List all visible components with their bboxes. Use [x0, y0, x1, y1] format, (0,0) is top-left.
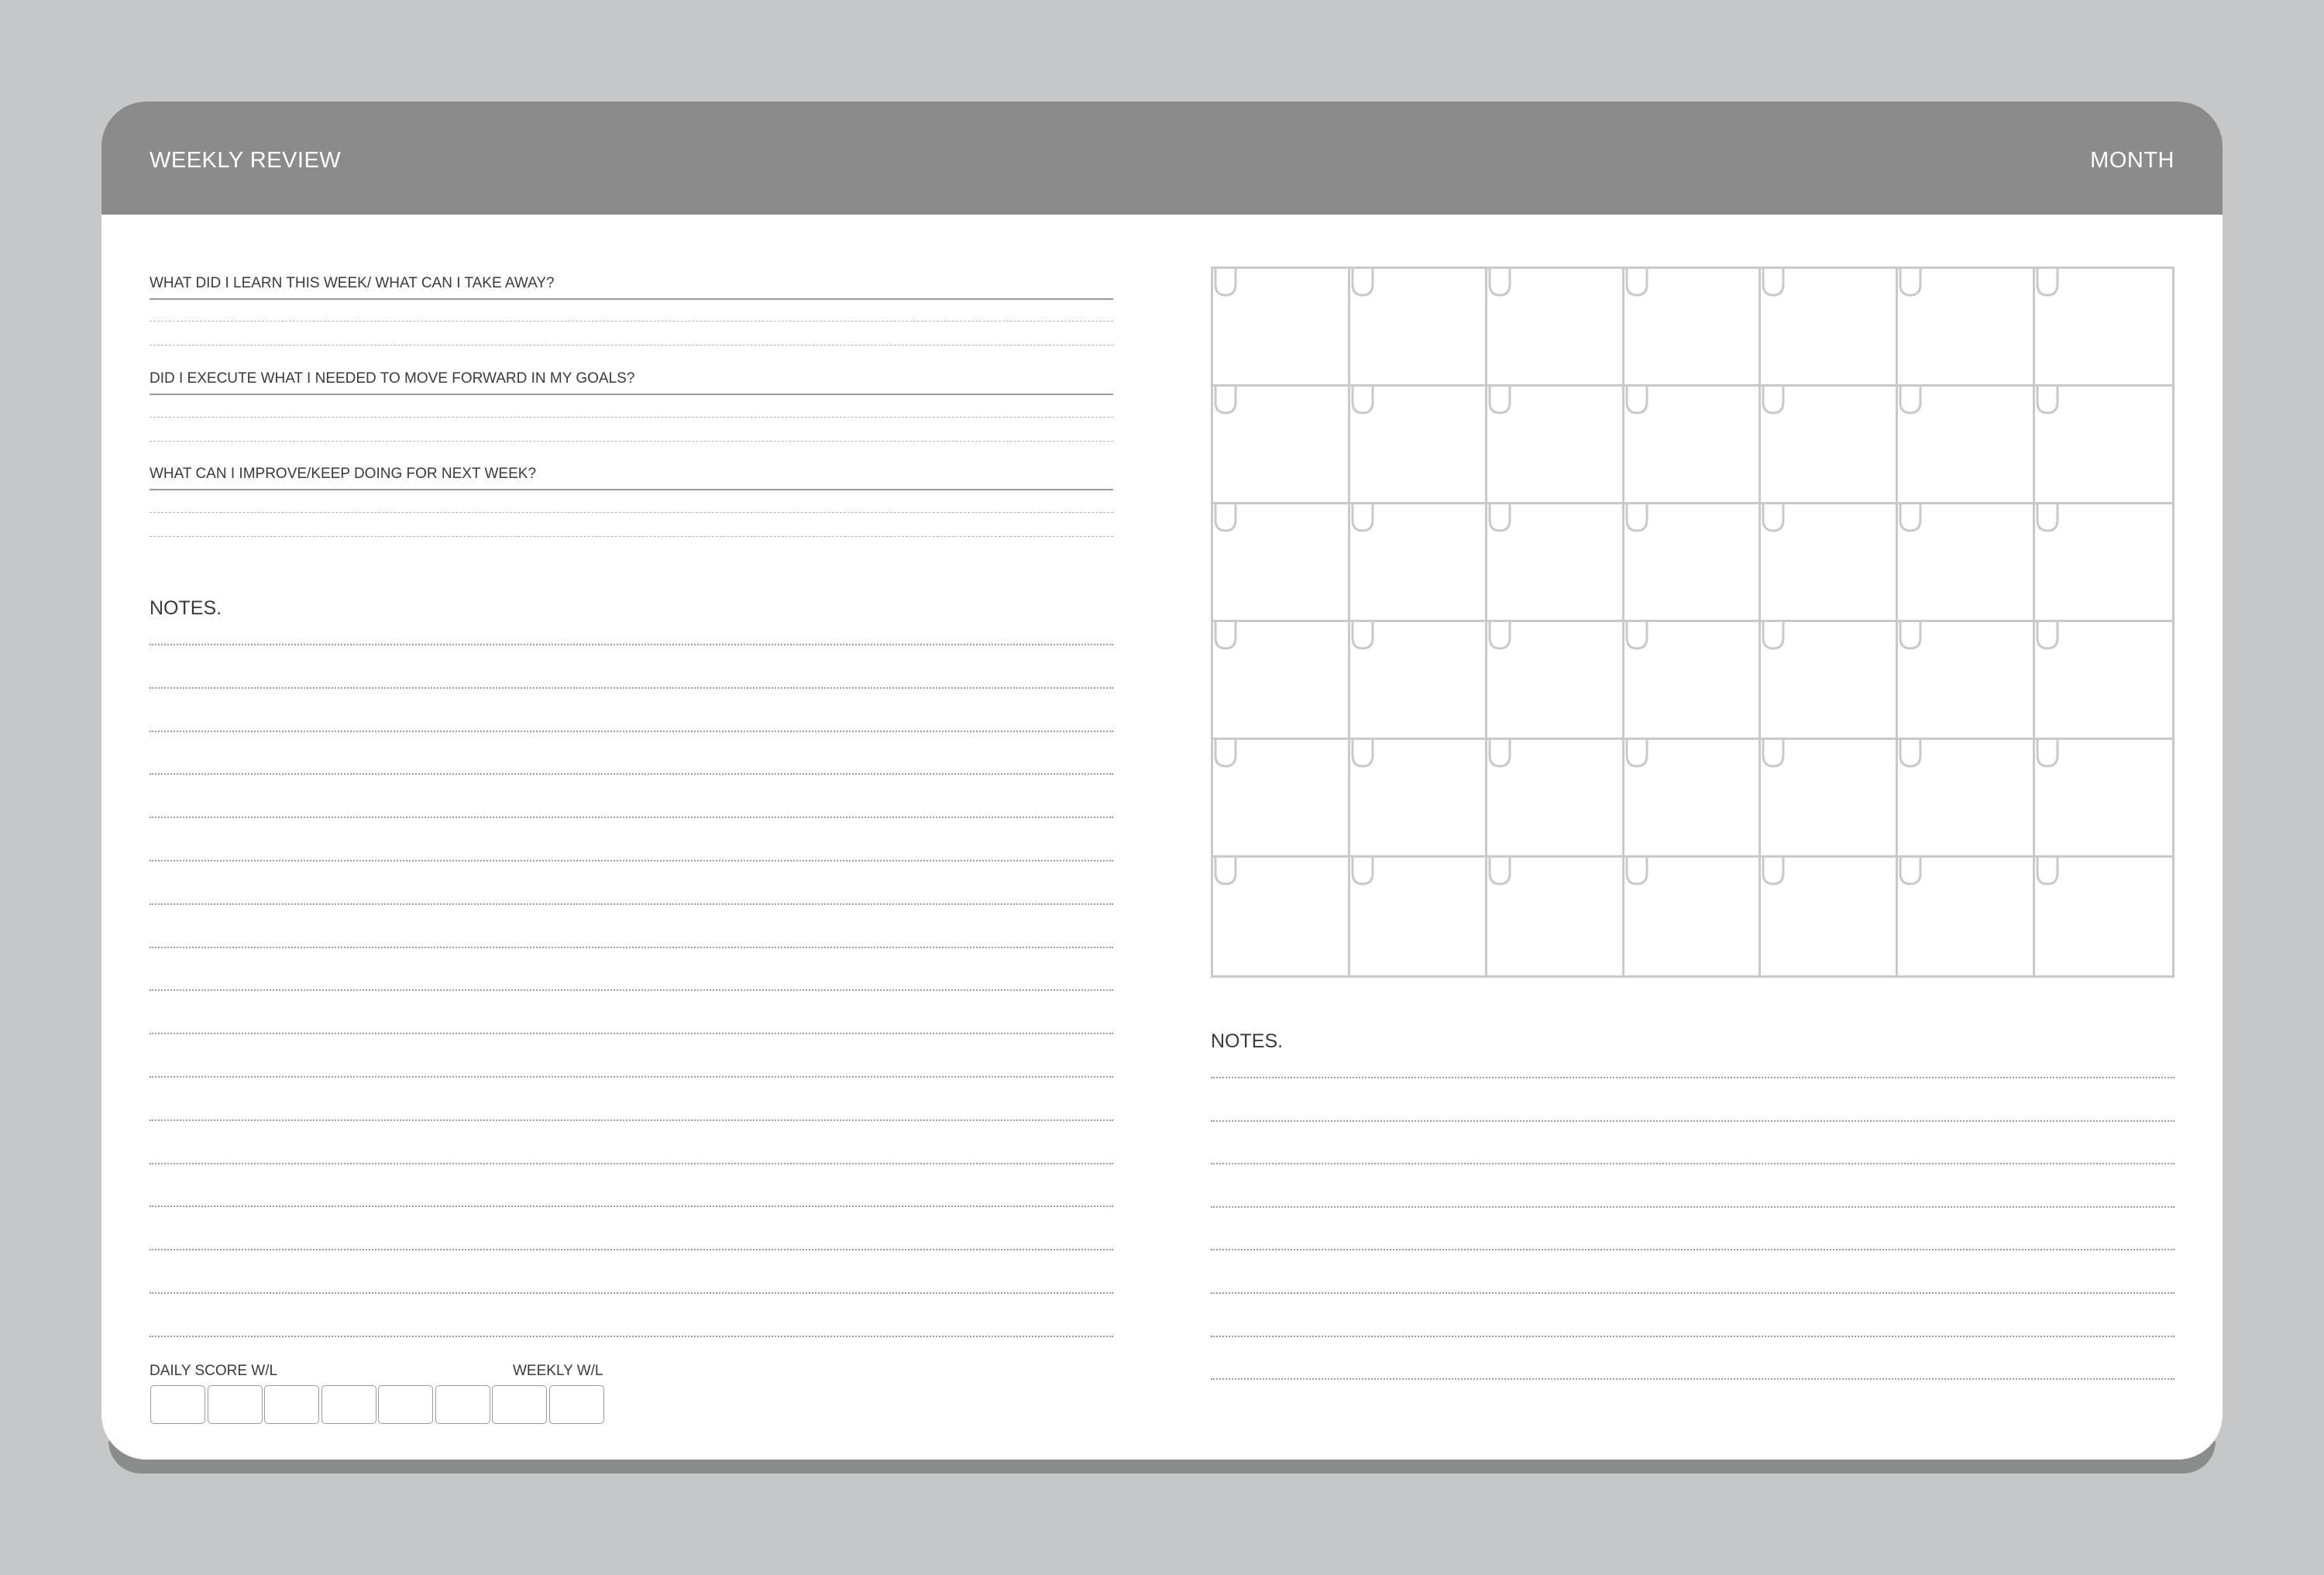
calendar-day-cell[interactable]: [1898, 387, 2035, 504]
date-tab-icon: [1213, 740, 1239, 769]
notes-line[interactable]: [150, 1336, 1113, 1337]
calendar-day-cell[interactable]: [1350, 504, 1487, 622]
calendar-day-cell[interactable]: [1350, 622, 1487, 740]
calendar-day-cell[interactable]: [1761, 269, 1898, 387]
notes-line[interactable]: [1211, 1249, 2174, 1250]
calendar-day-cell[interactable]: [1350, 740, 1487, 858]
date-tab-icon: [1213, 622, 1239, 652]
calendar-day-cell[interactable]: [1350, 387, 1487, 504]
notes-line[interactable]: [150, 1292, 1113, 1294]
date-tab-icon: [1624, 269, 1651, 298]
date-tab-icon: [1487, 740, 1514, 769]
right-notes-label: NOTES.: [1211, 1030, 1284, 1052]
month-calendar-grid: [1211, 267, 2174, 978]
calendar-day-cell[interactable]: [1213, 269, 1350, 387]
notes-line[interactable]: [150, 1076, 1113, 1078]
daily-score-box[interactable]: [492, 1385, 547, 1424]
calendar-day-cell[interactable]: [2035, 740, 2172, 858]
date-tab-icon: [1350, 622, 1377, 652]
notes-line[interactable]: [1211, 1378, 2174, 1380]
calendar-day-cell[interactable]: [2035, 269, 2172, 387]
date-tab-icon: [1898, 622, 1924, 652]
calendar-day-cell[interactable]: [1487, 387, 1624, 504]
calendar-day-cell[interactable]: [1487, 858, 1624, 975]
notes-line[interactable]: [150, 860, 1113, 861]
notes-line[interactable]: [150, 989, 1113, 991]
calendar-day-cell[interactable]: [1350, 269, 1487, 387]
calendar-day-cell[interactable]: [1898, 622, 2035, 740]
date-tab-icon: [1624, 622, 1651, 652]
date-tab-icon: [1761, 858, 1787, 887]
calendar-day-cell[interactable]: [2035, 387, 2172, 504]
question-2-answer-line[interactable]: [150, 417, 1113, 418]
calendar-day-cell[interactable]: [1898, 858, 2035, 975]
question-3-rule: [150, 489, 1113, 490]
date-tab-icon: [2035, 269, 2061, 298]
date-tab-icon: [1624, 387, 1651, 416]
date-tab-icon: [1624, 740, 1651, 769]
calendar-day-cell[interactable]: [1898, 504, 2035, 622]
calendar-day-cell[interactable]: [1624, 269, 1762, 387]
notes-line[interactable]: [150, 731, 1113, 732]
notes-line[interactable]: [150, 687, 1113, 689]
question-2-label: DID I EXECUTE WHAT I NEEDED TO MOVE FORWARD IN MY GOALS?: [150, 370, 635, 387]
notes-line[interactable]: [150, 644, 1113, 645]
weekly-score-box[interactable]: [549, 1385, 604, 1424]
question-2-answer-line[interactable]: [150, 441, 1113, 442]
date-tab-icon: [1898, 387, 1924, 416]
daily-score-box[interactable]: [435, 1385, 490, 1424]
date-tab-icon: [1213, 858, 1239, 887]
date-tab-icon: [1898, 504, 1924, 534]
notes-line[interactable]: [150, 947, 1113, 948]
date-tab-icon: [1487, 622, 1514, 652]
date-tab-icon: [1761, 740, 1787, 769]
daily-score-box[interactable]: [208, 1385, 263, 1424]
date-tab-icon: [1624, 858, 1651, 887]
calendar-day-cell[interactable]: [1761, 504, 1898, 622]
notes-line[interactable]: [150, 1119, 1113, 1121]
daily-score-label: DAILY SCORE W/L: [150, 1363, 278, 1379]
date-tab-icon: [1898, 269, 1924, 298]
calendar-day-cell[interactable]: [1350, 858, 1487, 975]
calendar-day-cell[interactable]: [1487, 622, 1624, 740]
calendar-day-cell[interactable]: [1898, 740, 2035, 858]
header-bar: [101, 101, 2223, 215]
calendar-day-cell[interactable]: [1624, 858, 1762, 975]
notes-line[interactable]: [1211, 1292, 2174, 1294]
date-tab-icon: [1350, 504, 1377, 534]
date-tab-icon: [1898, 858, 1924, 887]
calendar-day-cell[interactable]: [1624, 387, 1762, 504]
notes-line[interactable]: [150, 773, 1113, 775]
date-tab-icon: [1350, 387, 1377, 416]
date-tab-icon: [2035, 622, 2061, 652]
notes-line[interactable]: [1211, 1077, 2174, 1078]
calendar-day-cell[interactable]: [1487, 740, 1624, 858]
date-tab-icon: [1487, 387, 1514, 416]
calendar-day-cell[interactable]: [1213, 858, 1350, 975]
calendar-day-cell[interactable]: [1761, 858, 1898, 975]
date-tab-icon: [1487, 504, 1514, 534]
date-tab-icon: [1213, 504, 1239, 534]
calendar-day-cell[interactable]: [1761, 622, 1898, 740]
left-notes-label: NOTES.: [150, 597, 222, 619]
question-3-label: WHAT CAN I IMPROVE/KEEP DOING FOR NEXT WEEK?: [150, 466, 537, 482]
date-tab-icon: [2035, 387, 2061, 416]
date-tab-icon: [2035, 858, 2061, 887]
notes-line[interactable]: [1211, 1120, 2174, 1122]
planner-spread: [101, 101, 2223, 1460]
notes-line[interactable]: [150, 817, 1113, 818]
calendar-day-cell[interactable]: [1213, 387, 1350, 504]
question-1-label: WHAT DID I LEARN THIS WEEK/ WHAT CAN I TAKE AWAY?: [150, 275, 555, 291]
daily-score-box[interactable]: [321, 1385, 376, 1424]
calendar-day-cell[interactable]: [1487, 269, 1624, 387]
date-tab-icon: [1624, 504, 1651, 534]
notes-line[interactable]: [1211, 1336, 2174, 1337]
calendar-day-cell[interactable]: [1213, 740, 1350, 858]
calendar-day-cell[interactable]: [2035, 622, 2172, 740]
question-3-answer-line[interactable]: [150, 536, 1113, 537]
notes-line[interactable]: [150, 1249, 1113, 1250]
month-title: MONTH: [2090, 148, 2174, 173]
calendar-day-cell[interactable]: [2035, 858, 2172, 975]
date-tab-icon: [1761, 387, 1787, 416]
question-1-rule: [150, 298, 1113, 300]
date-tab-icon: [1350, 858, 1377, 887]
calendar-day-cell[interactable]: [1624, 622, 1762, 740]
date-tab-icon: [1350, 269, 1377, 298]
notes-line[interactable]: [150, 1163, 1113, 1164]
question-2-rule: [150, 394, 1113, 395]
question-1-answer-line[interactable]: [150, 345, 1113, 346]
question-3-answer-line[interactable]: [150, 512, 1113, 513]
date-tab-icon: [1761, 622, 1787, 652]
date-tab-icon: [1213, 269, 1239, 298]
date-tab-icon: [2035, 740, 2061, 769]
calendar-day-cell[interactable]: [2035, 504, 2172, 622]
question-1-answer-line[interactable]: [150, 321, 1113, 322]
calendar-day-cell[interactable]: [1624, 504, 1762, 622]
calendar-day-cell[interactable]: [1898, 269, 2035, 387]
date-tab-icon: [2035, 504, 2061, 534]
notes-line[interactable]: [150, 903, 1113, 905]
weekly-review-title: WEEKLY REVIEW: [150, 148, 342, 173]
date-tab-icon: [1487, 269, 1514, 298]
weekly-score-label: WEEKLY W/L: [513, 1363, 603, 1379]
date-tab-icon: [1761, 269, 1787, 298]
daily-score-box[interactable]: [378, 1385, 433, 1424]
calendar-day-cell[interactable]: [1487, 504, 1624, 622]
calendar-day-cell[interactable]: [1213, 622, 1350, 740]
calendar-day-cell[interactable]: [1761, 740, 1898, 858]
date-tab-icon: [1898, 740, 1924, 769]
notes-line[interactable]: [1211, 1206, 2174, 1208]
date-tab-icon: [1350, 740, 1377, 769]
notes-line[interactable]: [150, 1033, 1113, 1034]
date-tab-icon: [1487, 858, 1514, 887]
date-tab-icon: [1213, 387, 1239, 416]
notes-line[interactable]: [1211, 1163, 2174, 1164]
daily-score-box[interactable]: [264, 1385, 319, 1424]
daily-score-box[interactable]: [150, 1385, 205, 1424]
notes-line[interactable]: [150, 1205, 1113, 1207]
calendar-day-cell[interactable]: [1624, 740, 1762, 858]
calendar-day-cell[interactable]: [1761, 387, 1898, 504]
date-tab-icon: [1761, 504, 1787, 534]
calendar-day-cell[interactable]: [1213, 504, 1350, 622]
